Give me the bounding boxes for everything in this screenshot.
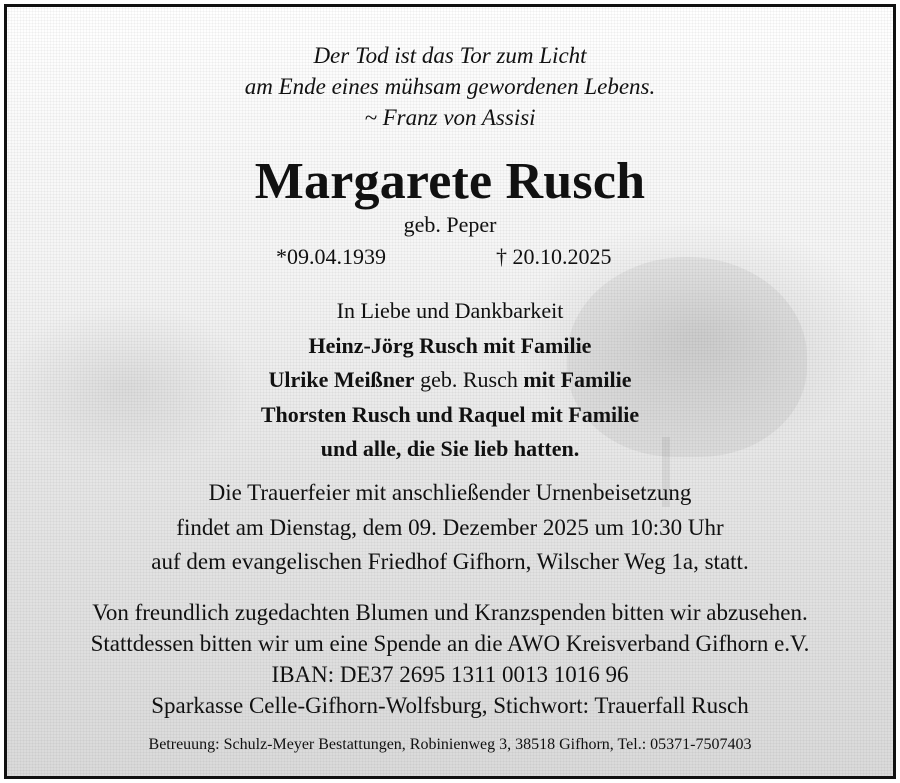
donation-line-1: Von freundlich zugedachten Blumen und Kranzspenden bitten wir abzusehen. (92, 600, 808, 625)
birth-name: geb. Peper (403, 212, 497, 237)
birth-date: *09.04.1939 (276, 244, 386, 269)
mourner-line-2-family: mit Familie (523, 367, 632, 392)
funeral-line-1: Die Trauerfeier mit anschließender Urnenbeisetzung (208, 480, 692, 505)
donation-bank: Sparkasse Celle-Gifhorn-Wolfsburg, Stichwort: Trauerfall Rusch (151, 693, 749, 718)
quote-block (7, 40, 893, 133)
funeral-line-2: findet am Dienstag, dem 09. Dezember 2025 um 10:30 Uhr (176, 514, 724, 540)
quote-attribution: ~ Franz von Assisi (364, 105, 536, 130)
mourners-intro: In Liebe und Dankbarkeit (336, 298, 564, 323)
mourner-line-2-name: Ulrike Meißner (268, 367, 415, 392)
donation-iban: IBAN: DE37 2695 1311 0013 1016 96 (271, 662, 629, 687)
funeral-line-3: auf dem evangelischen Friedhof Gifhorn, Wilscher Weg 1a, statt. (151, 549, 749, 574)
death-date: † 20.10.2025 (496, 244, 612, 269)
mourner-line-4: und alle, die Sie lieb hatten. (320, 436, 580, 461)
donation-line-2: Stattdessen bitten wir um eine Spende an die AWO Kreisverband Gifhorn e.V. (90, 631, 810, 656)
quote-line-1: Der Tod ist das Tor zum Licht (313, 43, 587, 68)
obituary-card (4, 4, 896, 779)
mourner-line-1: Heinz-Jörg Rusch mit Familie (308, 332, 592, 358)
donation-info (7, 597, 893, 721)
mourners-block (7, 294, 893, 467)
funeral-home-footer: Betreuung: Schulz-Meyer Bestattungen, Robinienweg 3, 38518 Gifhorn, Tel.: 05371-7507403 (148, 736, 752, 753)
mourner-line-3: Thorsten Rusch und Raquel mit Familie (260, 401, 640, 427)
funeral-info (7, 476, 893, 580)
mourner-line-2 (7, 363, 893, 398)
deceased-name: Margarete Rusch (254, 153, 646, 210)
quote-line-2: am Ende eines mühsam gewordenen Lebens. (244, 74, 656, 99)
mourner-line-2-maiden: geb. Rusch (414, 367, 524, 392)
